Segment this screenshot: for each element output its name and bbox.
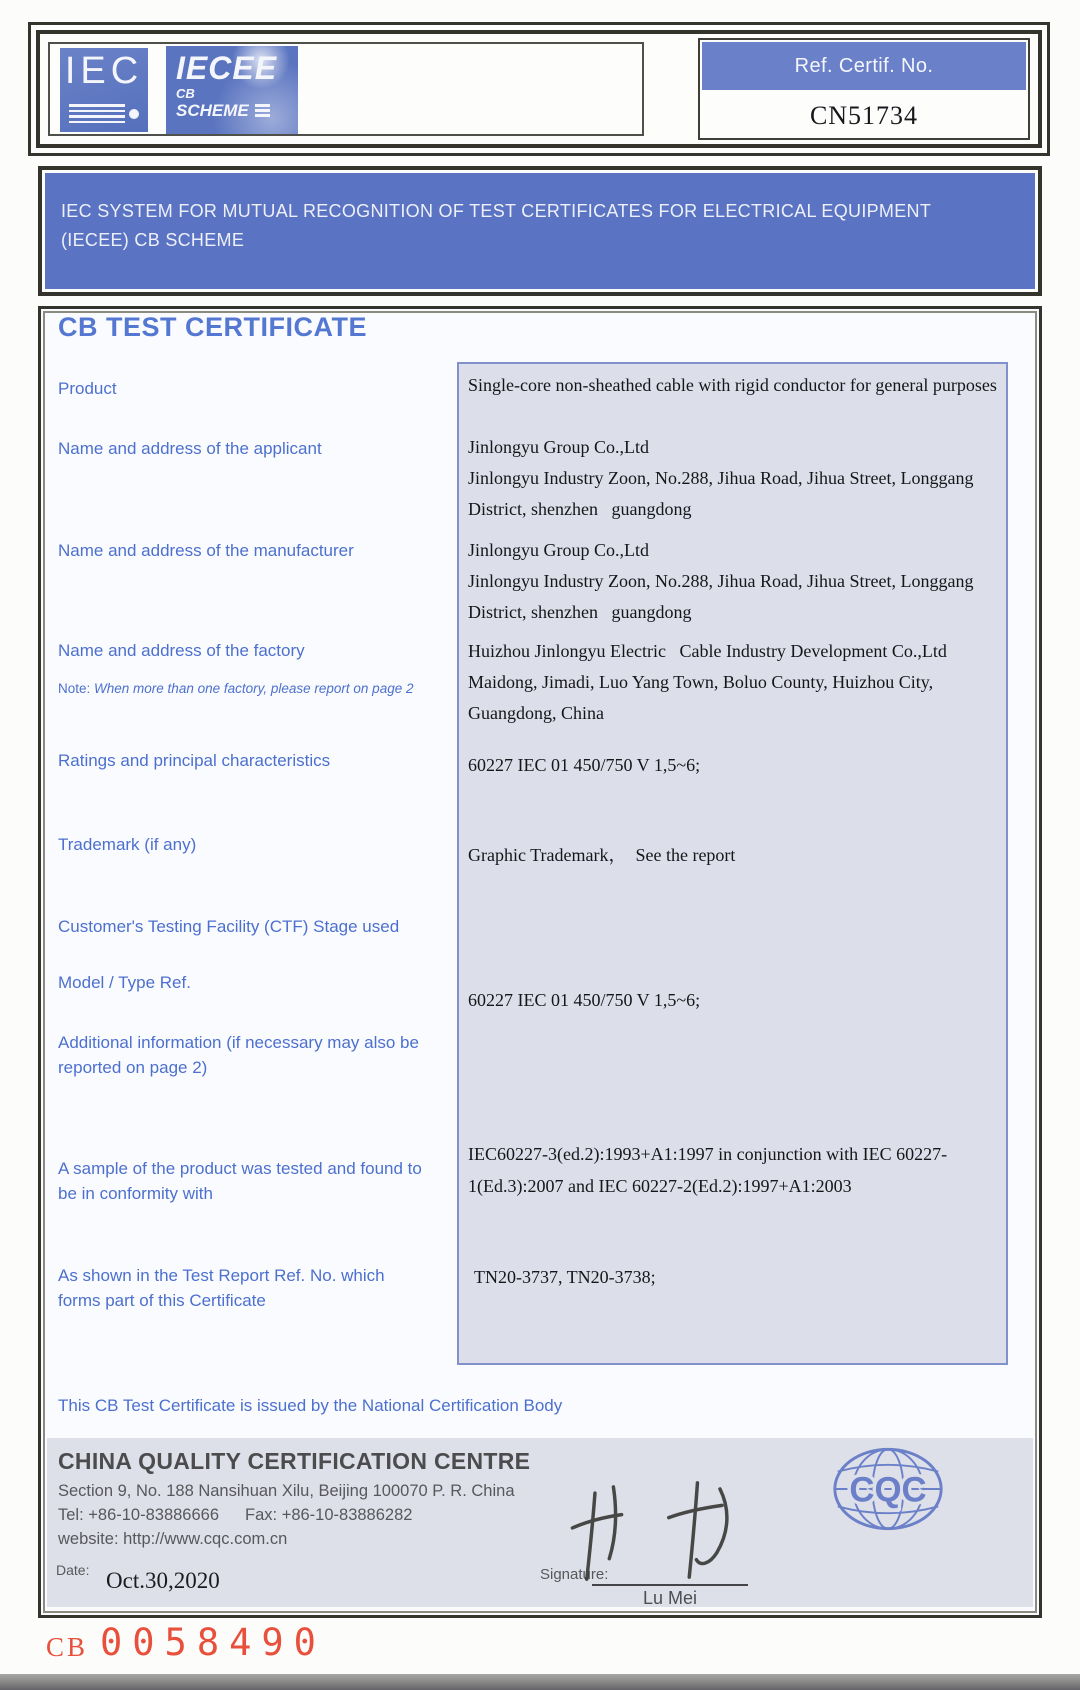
date-value: Oct.30,2020 bbox=[106, 1568, 220, 1593]
field-value-conformity: IEC60227-3(ed.2):1993+A1:1997 in conjunction with IEC 60227-1(Ed.3):2007 and IEC 60227-2(Ed.2):1997+A1:2003 bbox=[468, 1144, 948, 1196]
iecee-bars-icon bbox=[255, 104, 270, 117]
field-value-manufacturer-name: Jinlongyu Group Co.,Ltd bbox=[468, 540, 650, 560]
handwritten-signature bbox=[556, 1472, 761, 1590]
ref-certif-number: CN51734 bbox=[809, 101, 919, 130]
signer-name: Lu Mei bbox=[642, 1588, 698, 1608]
field-label-conformity: A sample of the product was tested and found to be in conformity with bbox=[58, 1159, 422, 1203]
date-label: Date: bbox=[56, 1562, 90, 1578]
field-label-ctf: Customer's Testing Facility (CTF) Stage used bbox=[58, 917, 400, 936]
field-label-product: Product bbox=[58, 379, 117, 398]
field-label-factory: Name and address of the factory bbox=[58, 641, 305, 660]
field-label-applicant: Name and address of the applicant bbox=[58, 439, 322, 458]
field-value-trademark: Graphic Trademark， See the report bbox=[468, 845, 736, 865]
iec-logo-lines bbox=[69, 104, 139, 123]
field-value-report: TN20-3737, TN20-3738; bbox=[474, 1267, 656, 1287]
page-title: CB TEST CERTIFICATE bbox=[58, 312, 367, 342]
iecee-logo-scheme: SCHEME bbox=[176, 101, 249, 120]
stamp-cb-prefix: CB bbox=[46, 1632, 89, 1662]
scheme-banner-fill bbox=[45, 173, 1035, 289]
ref-certif-box bbox=[698, 38, 1030, 140]
field-label-report: As shown in the Test Report Ref. No. which forms part of this Certificate bbox=[58, 1266, 385, 1310]
iecee-logo-cb: CB bbox=[176, 86, 195, 101]
field-value-ratings: 60227 IEC 01 450/750 V 1,5~6; bbox=[468, 755, 701, 775]
scan-edge-strip bbox=[0, 1674, 1080, 1690]
field-value-applicant-address: Jinlongyu Industry Zoon, No.288, Jihua Road, Jihua Street, Longgang District, shenzhen guangdong bbox=[468, 468, 978, 519]
field-label-additional: Additional information (if necessary may also be reported on page 2) bbox=[58, 1033, 419, 1077]
field-value-factory-name: Huizhou Jinlongyu Electric Cable Industry Development Co.,Ltd bbox=[468, 641, 947, 661]
cqc-logo-text: CQC bbox=[849, 1470, 927, 1510]
cqc-globe-icon bbox=[830, 1444, 946, 1534]
ncb-tel-fax bbox=[58, 1506, 412, 1525]
signature-line bbox=[592, 1584, 748, 1586]
ncb-website: website: http://www.cqc.com.cn bbox=[58, 1530, 288, 1548]
field-value-applicant-name: Jinlongyu Group Co.,Ltd bbox=[468, 437, 650, 457]
header-frame bbox=[28, 22, 1050, 156]
iec-dot-icon bbox=[129, 109, 139, 119]
iec-logo-text: IEC bbox=[64, 50, 144, 92]
field-label-manufacturer: Name and address of the manufacturer bbox=[58, 541, 354, 560]
field-value-model: 60227 IEC 01 450/750 V 1,5~6; bbox=[468, 990, 701, 1010]
iec-logo bbox=[60, 48, 148, 132]
signature-label: Signature: bbox=[540, 1566, 609, 1583]
field-value-factory-address: Maidong, Jimadi, Luo Yang Town, Boluo County, Huizhou City, Guangdong, China bbox=[468, 672, 938, 723]
ncb-address: Section 9, No. 188 Nansihuan Xilu, Beijing 100070 P. R. China bbox=[58, 1482, 515, 1500]
ref-certif-label: Ref. Certif. No. bbox=[702, 42, 1026, 90]
header-inner-frame bbox=[36, 30, 1042, 148]
field-value-product: Single-core non-sheathed cable with rigid conductor for general purposes bbox=[468, 375, 997, 395]
scheme-banner bbox=[38, 166, 1042, 296]
field-label-ratings: Ratings and principal characteristics bbox=[58, 751, 331, 770]
field-label-model: Model / Type Ref. bbox=[58, 973, 191, 992]
scheme-banner-text: IEC SYSTEM FOR MUTUAL RECOGNITION OF TEST CERTIFICATES FOR ELECTRICAL EQUIPMENT (IECEE) CB SCHEME bbox=[61, 201, 931, 250]
ncb-fax: Fax: +86-10-83886282 bbox=[245, 1506, 413, 1524]
factory-note bbox=[58, 676, 478, 701]
issued-by-line: This CB Test Certificate is issued by the National Certification Body bbox=[58, 1396, 563, 1415]
logo-panel bbox=[48, 42, 644, 136]
iec-lines-icon bbox=[69, 104, 125, 123]
field-label-trademark: Trademark (if any) bbox=[58, 835, 197, 854]
factory-note-prefix: Note: bbox=[58, 681, 95, 696]
stamp-number: 0058490 bbox=[100, 1621, 326, 1664]
factory-note-text: When more than one factory, please report on page 2 bbox=[94, 681, 414, 696]
ncb-tel: Tel: +86-10-83886666 bbox=[58, 1506, 220, 1524]
iecee-logo-title: IECEE bbox=[176, 50, 278, 86]
field-value-manufacturer-address: Jinlongyu Industry Zoon, No.288, Jihua Road, Jihua Street, Longgang District, shenzhen guangdong bbox=[468, 571, 978, 622]
iecee-cb-scheme-logo bbox=[166, 46, 298, 134]
ncb-name: CHINA QUALITY CERTIFICATION CENTRE bbox=[58, 1448, 531, 1474]
